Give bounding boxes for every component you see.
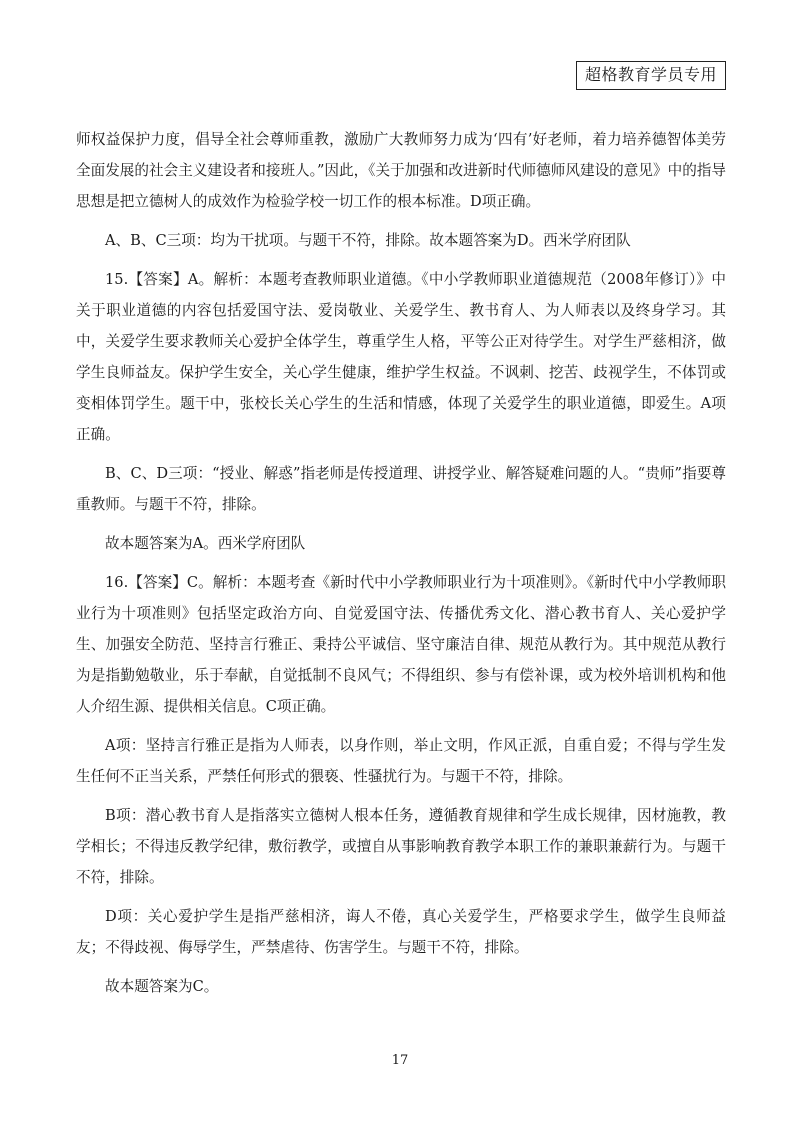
answer-16-paragraph: 16.【答案】C。解析：本题考查《新时代中小学教师职业行为十项准则》。《新时代中小学教师职业行为十项准则》包括坚定政治方向、自觉爱国守法、传播优秀文化、潜心教书育人、关心爱护学生、加强安全防范、坚持言行雅正、秉持公平诚信、坚守廉洁自律、规范从教行为。其中规范从教行为是指勤勉敬业，乐于奉献，自觉抵制不良风气；不得组织、参与有偿补课，或为校外培训机构和他人介绍生源、提供相关信息。C项正确。 — [76, 574, 726, 715]
page-number: 17 — [391, 1053, 409, 1068]
answer-15-paragraph: 15.【答案】A。解析：本题考查教师职业道德。《中小学教师职业道德规范（2008年修订）》中关于职业道德的内容包括爱国守法、爱岗敬业、关爱学生、教书育人、为人师表以及终身学习。其中，关爱学生要求教师关心爱护全体学生，尊重学生人格，平等公正对待学生。对学生严慈相济，做学生良师益友。保护学生安全，关心学生健康，维护学生权益。不讽刺、挖苦、歧视学生，不体罚或变相体罚学生。题干中，张校长关心学生的生活和情感，体现了关爱学生的职业道德，即爱生。A项正确。 — [76, 271, 726, 443]
paragraph: 故本题答案为A。西米学府团队 — [105, 535, 306, 552]
paragraph: 故本题答案为C。 — [105, 978, 219, 995]
document-body — [76, 124, 726, 1010]
paragraph: B项：潜心教书育人是指落实立德树人根本任务，遵循教育规律和学生成长规律，因材施教，教学相长；不得违反教学纪律，敷衍教学，或擅自从事影响教育教学本职工作的兼职兼薪行为。与题干不符，排除。 — [76, 807, 726, 886]
paragraph: B、C、D三项：“授业、解惑”指老师是传授道理、讲授学业、解答疑难问题的人。“贵师”指要尊重教师。与题干不符，排除。 — [76, 465, 726, 513]
header-label: 超格教育学员专用 — [576, 61, 726, 90]
paragraph: A、B、C三项：均为干扰项。与题干不符，排除。故本题答案为D。西米学府团队 — [105, 232, 631, 249]
paragraph-continuation: 师权益保护力度，倡导全社会尊师重教，激励广大教师努力成为‘四有’好老师，着力培养德智体美劳全面发展的社会主义建设者和接班人。”因此，《关于加强和改进新时代师德师风建设的意见》中的指导思想是把立德树人的成效作为检验学校一切工作的根本标准。D项正确。 — [76, 131, 726, 210]
paragraph: D项：关心爱护学生是指严慈相济，诲人不倦，真心关爱学生，严格要求学生，做学生良师益友；不得歧视、侮辱学生，严禁虐待、伤害学生。与题干不符，排除。 — [76, 908, 726, 956]
paragraph: A项：坚持言行雅正是指为人师表，以身作则，举止文明，作风正派，自重自爱；不得与学生发生任何不正当关系，严禁任何形式的猥亵、性骚扰行为。与题干不符，排除。 — [76, 737, 726, 785]
